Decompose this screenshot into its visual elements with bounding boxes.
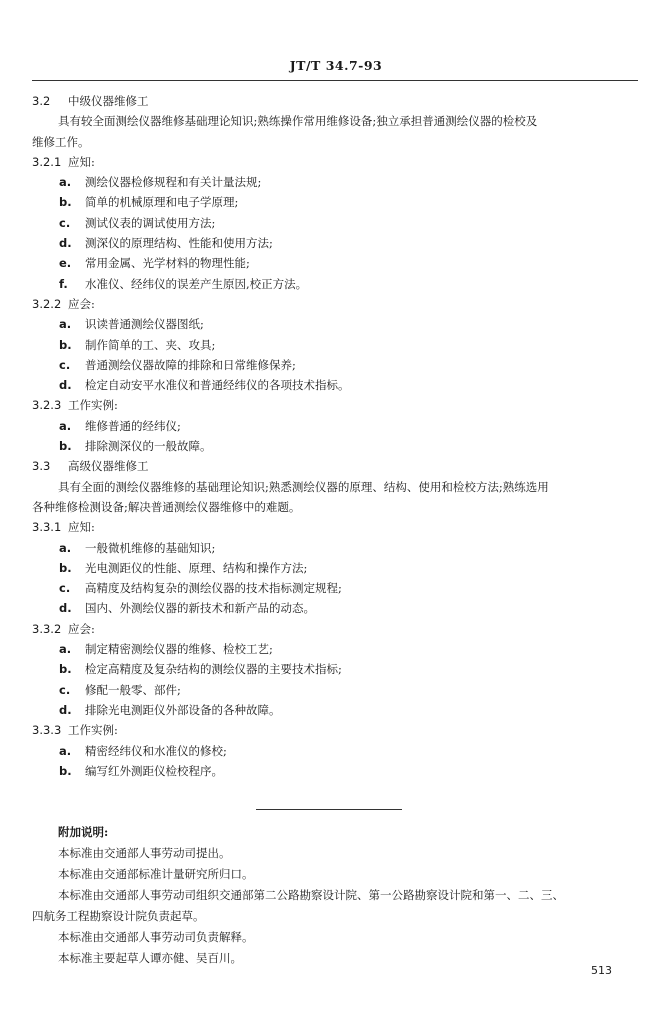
item-marker: d. bbox=[59, 378, 72, 393]
subsection-heading bbox=[32, 619, 638, 639]
subsection-title: 应知: bbox=[68, 520, 95, 535]
list-item bbox=[32, 741, 638, 761]
section-paragraph-line: 具有较全面测绘仪器维修基础理论知识;熟练操作常用维修设备;独立承担普通测绘仪器的检校及 bbox=[58, 114, 538, 129]
subsection-heading bbox=[32, 517, 638, 537]
item-marker: b. bbox=[59, 763, 72, 778]
item-text: 光电测距仪的性能、原理、结构和操作方法; bbox=[85, 560, 308, 575]
item-text: 测试仪表的调试使用方法; bbox=[85, 215, 216, 230]
item-text: 一般微机维修的基础知识; bbox=[85, 540, 216, 555]
section-heading bbox=[32, 456, 638, 476]
subsection-number: 3.2.1 bbox=[32, 154, 62, 169]
subsection-number: 3.3.3 bbox=[32, 723, 62, 738]
list-item bbox=[32, 436, 638, 456]
appendix-line: 本标准由交通部标准计量研究所归口。 bbox=[58, 867, 254, 881]
list-item bbox=[32, 558, 638, 578]
item-text: 国内、外测绘仪器的新技术和新产品的动态。 bbox=[85, 601, 315, 616]
list-item bbox=[32, 639, 638, 659]
item-marker: a. bbox=[59, 175, 72, 190]
list-item bbox=[32, 416, 638, 436]
subsection-heading bbox=[32, 720, 638, 740]
section-heading bbox=[32, 91, 638, 111]
section-paragraph-line: 具有全面的测绘仪器维修的基础理论知识;熟悉测绘仪器的原理、结构、使用和检校方法;熟练选用 bbox=[58, 479, 549, 494]
subsection-title: 应知: bbox=[68, 154, 95, 169]
body-content bbox=[32, 91, 638, 781]
item-text: 排除光电测距仪外部设备的各种故障。 bbox=[85, 702, 281, 717]
subsection-title: 应会: bbox=[68, 621, 95, 636]
item-text: 水准仪、经纬仪的误差产生原因,校正方法。 bbox=[85, 276, 308, 291]
item-text: 精密经纬仪和水准仪的修校; bbox=[85, 743, 227, 758]
item-marker: d. bbox=[59, 236, 72, 251]
section-divider bbox=[256, 809, 402, 810]
list-item bbox=[32, 598, 638, 618]
list-item bbox=[32, 314, 638, 334]
list-item bbox=[32, 538, 638, 558]
appendix-line: 本标准由交通部人事劳动司负责解释。 bbox=[58, 930, 254, 944]
item-marker: f. bbox=[59, 276, 68, 291]
item-text: 制作简单的工、夹、攻具; bbox=[85, 337, 216, 352]
list-item bbox=[32, 761, 638, 781]
subsection-heading bbox=[32, 294, 638, 314]
subsection-number: 3.2.2 bbox=[32, 296, 62, 311]
appendix-line: 本标准由交通部人事劳动司提出。 bbox=[58, 846, 231, 860]
item-text: 测深仪的原理结构、性能和使用方法; bbox=[85, 236, 273, 251]
section-title: 高级仪器维修工 bbox=[68, 459, 149, 474]
section-title: 中级仪器维修工 bbox=[68, 94, 149, 108]
list-item bbox=[32, 375, 638, 395]
subsection-title: 工作实例: bbox=[68, 398, 118, 413]
item-marker: c. bbox=[59, 215, 71, 230]
item-text: 普通测绘仪器故障的排除和日常维修保养; bbox=[85, 357, 296, 372]
appendix-line: 本标准由交通部人事劳动司组织交通部第二公路勘察设计院、第一公路勘察设计院和第一、二、三、 bbox=[58, 888, 564, 902]
item-marker: a. bbox=[59, 317, 72, 332]
item-text: 检定高精度及复杂结构的测绘仪器的主要技术指标; bbox=[85, 662, 342, 677]
list-item bbox=[32, 233, 638, 253]
item-text: 修配一般零、部件; bbox=[85, 682, 181, 697]
appendix-line: 四航务工程勘察设计院负责起草。 bbox=[32, 909, 205, 923]
item-marker: b. bbox=[59, 662, 72, 677]
list-item bbox=[32, 700, 638, 720]
page-number: 513 bbox=[591, 964, 612, 977]
item-marker: d. bbox=[59, 601, 72, 616]
subsection-number: 3.3.1 bbox=[32, 520, 62, 535]
item-marker: c. bbox=[59, 682, 71, 697]
section-paragraph-line: 维修工作。 bbox=[32, 134, 90, 149]
header-rule bbox=[32, 80, 638, 81]
item-text: 高精度及结构复杂的测绘仪器的技术指标测定规程; bbox=[85, 581, 342, 596]
list-item bbox=[32, 578, 638, 598]
appendix-heading: 附加说明: bbox=[58, 825, 109, 839]
subsection-title: 工作实例: bbox=[68, 723, 118, 738]
list-item bbox=[32, 172, 638, 192]
item-text: 测绘仪器检修规程和有关计量法规; bbox=[85, 175, 262, 190]
list-item bbox=[32, 335, 638, 355]
item-text: 排除测深仪的一般故障。 bbox=[85, 439, 212, 454]
list-item bbox=[32, 659, 638, 679]
item-marker: c. bbox=[59, 581, 71, 596]
subsection-heading bbox=[32, 395, 638, 415]
section-paragraph-line: 各种维修检测设备;解决普通测绘仪器维修中的难题。 bbox=[32, 499, 301, 514]
list-item bbox=[32, 213, 638, 233]
subsection-title: 应会: bbox=[68, 296, 95, 311]
item-text: 编写红外测距仪检校程序。 bbox=[85, 763, 223, 778]
list-item bbox=[32, 192, 638, 212]
item-text: 常用金属、光学材料的物理性能; bbox=[85, 256, 250, 271]
item-text: 检定自动安平水准仪和普通经纬仪的各项技术指标。 bbox=[85, 378, 350, 393]
item-marker: c. bbox=[59, 357, 71, 372]
item-text: 简单的机械原理和电子学原理; bbox=[85, 195, 239, 210]
item-marker: a. bbox=[59, 642, 72, 657]
subsection-number: 3.3.2 bbox=[32, 621, 62, 636]
item-marker: b. bbox=[59, 195, 72, 210]
section-number: 3.2 bbox=[32, 94, 51, 108]
item-marker: b. bbox=[59, 439, 72, 454]
subsection-number: 3.2.3 bbox=[32, 398, 62, 413]
item-marker: a. bbox=[59, 540, 72, 555]
item-marker: b. bbox=[59, 560, 72, 575]
list-item bbox=[32, 253, 638, 273]
list-item bbox=[32, 274, 638, 294]
section-number: 3.3 bbox=[32, 459, 51, 474]
item-marker: e. bbox=[59, 256, 72, 271]
appendix-notes bbox=[32, 822, 638, 969]
list-item bbox=[32, 680, 638, 700]
item-text: 制定精密测绘仪器的维修、检校工艺; bbox=[85, 642, 273, 657]
item-text: 维修普通的经纬仪; bbox=[85, 418, 181, 433]
item-marker: d. bbox=[59, 702, 72, 717]
subsection-heading bbox=[32, 152, 638, 172]
item-marker: a. bbox=[59, 743, 72, 758]
item-text: 识读普通测绘仪器图纸; bbox=[85, 317, 204, 332]
standard-code: JT/T 34.7-93 bbox=[289, 58, 383, 73]
item-marker: a. bbox=[59, 418, 72, 433]
appendix-line: 本标准主要起草人谭亦健、吴百川。 bbox=[58, 951, 242, 965]
item-marker: b. bbox=[59, 337, 72, 352]
list-item bbox=[32, 355, 638, 375]
